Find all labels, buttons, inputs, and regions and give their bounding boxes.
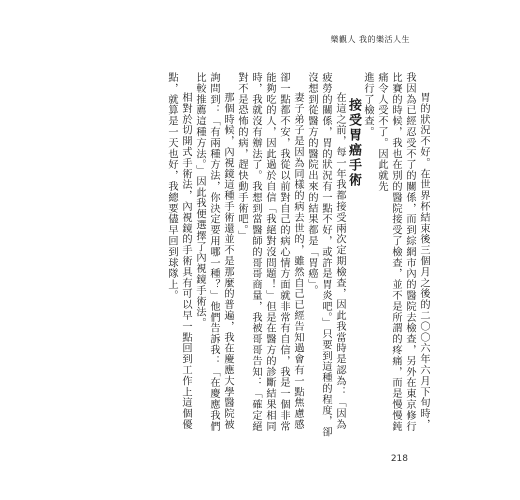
paragraph: 相對於切開式手術法，內視鏡的手術具有可以早一點回到工作上這個優點，就算是一天也好，我總要儘早回到球隊上。 xyxy=(166,72,191,431)
vertical-body-text xyxy=(110,72,430,440)
section-title: 接受胃癌手術 xyxy=(346,98,361,188)
paragraph: 在這之前，每一年我都接受兩次定期檢查，因此我當時是認為：「因為疲勞的關係，胃的狀況有一點不好，或許是胃炎吧。」只要到這種的程度，卻沒想到從醫方的醫院出來的結果都是「胃癌」。 xyxy=(306,72,345,438)
page-number: 218 xyxy=(390,454,408,464)
running-header: 樂觀人 我的樂活人生 xyxy=(330,35,410,44)
paragraph: 妻子弟子是因為同樣的病去世的，雖然自己已經告知過會有一點焦慮感卻一點都不安，我從以前對自己的病心情方面就非常有自信，我是一個非常能夠吃的人，因此過於自信「我絕對沒問題！」但是在醫方的診斷結果相同時，我就沒有辦法了。我想到當醫師的哥哥商量，我被哥哥告知：「確定絕對不是恐怖的病，趕快動手術吧。」 xyxy=(236,72,303,432)
paragraph: 那個時候，內視鏡這種手術還並不是那麼的普遍，我在慶應大學醫院被詢問到：「有兩種方法，你決定要用哪一種？」他們告訴我：「在慶應我們比較推薦這種方法。」因此我便選擇了內視鏡手術法。 xyxy=(194,72,233,432)
paragraph: 進行了檢查。 xyxy=(362,72,373,138)
paragraph: 胃的狀況不好。在世界杯結束後三個月之後的二〇〇六年六月下旬時，我因為已經忍受不了的關係，而到綜網市內的醫院去檢查，另外在東京修行比賽的時候，我也在別的醫院接受了檢查，並不是所謂的疼痛，而是慢慢鈍痛令人受不了。因此就先 xyxy=(376,72,429,432)
